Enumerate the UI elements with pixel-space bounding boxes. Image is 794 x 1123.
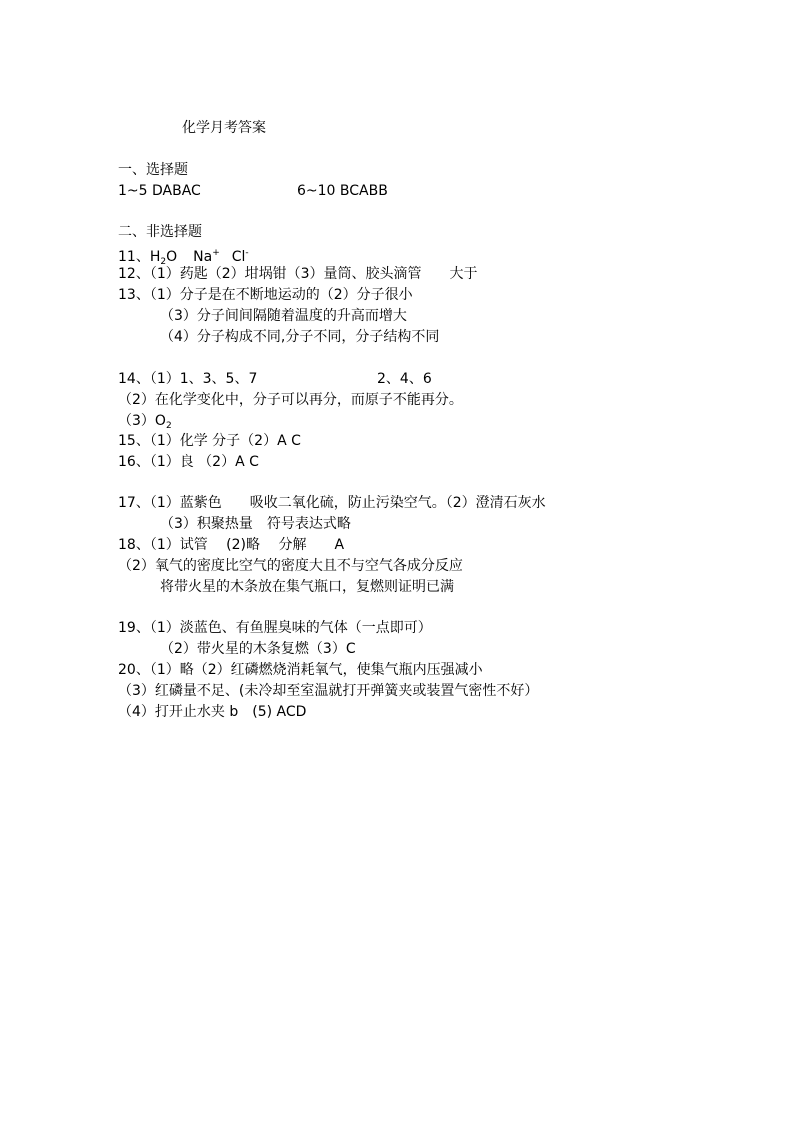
answer-q14-line1b: 2、4、6 <box>377 371 432 387</box>
choice-answers-1-5: 1~5 DABAC <box>118 183 201 199</box>
answer-q16: 16、（1）良 （2）A C <box>118 454 259 470</box>
q11-chlorine: Cl <box>231 249 246 265</box>
q11-number: 11、 <box>118 249 150 265</box>
q11-formula-h: H <box>149 249 161 265</box>
answer-q20-line3: （4）打开止水夹 b (5) ACD <box>118 704 307 720</box>
answer-q19-line2: （2）带火星的木条复燃（3）C <box>160 641 356 657</box>
answer-q13-line2: （3）分子间间隔随着温度的升高而增大 <box>160 308 407 324</box>
answer-q20-line2: （3）红磷量不足、(未冷却至室温就打开弹簧夹或装置气密性不好） <box>118 683 539 699</box>
q11-subscript: 2 <box>160 257 167 267</box>
q11-plus: + <box>212 248 220 258</box>
q11-formula-o: O <box>166 249 178 265</box>
q11-minus: - <box>245 248 249 258</box>
answer-q14-line1a: 14、（1）1、3、5、7 <box>118 371 258 387</box>
answer-q17-line2: （3）积聚热量 符号表达式略 <box>160 516 351 532</box>
answer-q18-line3: 将带火星的木条放在集气瓶口，复燃则证明已满 <box>160 579 454 595</box>
q14-oxygen: （3）O <box>118 413 166 429</box>
answer-q18-line1: 18、（1）试管 (2)略 分解 A <box>118 537 345 553</box>
answer-q15: 15、（1）化学 分子（2）A C <box>118 433 301 449</box>
q11-sodium: Na <box>193 249 213 265</box>
q14-subscript: 2 <box>165 421 172 431</box>
answer-q18-line2: （2）氧气的密度比空气的密度大且不与空气各成分反应 <box>118 558 463 574</box>
section-heading-choice: 一、选择题 <box>118 162 188 178</box>
answer-q19-line1: 19、（1）淡蓝色、有鱼腥臭味的气体（一点即可） <box>118 620 432 636</box>
answer-q17-line1: 17、（1）蓝紫色 吸收二氧化硫，防止污染空气。（2）澄清石灰水 <box>118 495 546 511</box>
answer-q13-line1: 13、（1）分子是在不断地运动的（2）分子很小 <box>118 287 413 303</box>
answer-q13-line3: （4）分子构成不同,分子不同，分子结构不同 <box>160 329 440 345</box>
section-heading-nonchoice: 二、非选择题 <box>118 224 202 240</box>
answer-q14-line2: （2）在化学变化中，分子可以再分，而原子不能再分。 <box>118 392 463 408</box>
answer-q20-line1: 20、（1）略（2）红磷燃烧消耗氧气，使集气瓶内压强减小 <box>118 662 483 678</box>
choice-answers-6-10: 6~10 BCABB <box>297 183 388 199</box>
page-title: 化学月考答案 <box>182 120 266 136</box>
answer-q12: 12、（1）药匙（2）坩埚钳（3）量筒、胶头滴管 大于 <box>118 266 478 282</box>
